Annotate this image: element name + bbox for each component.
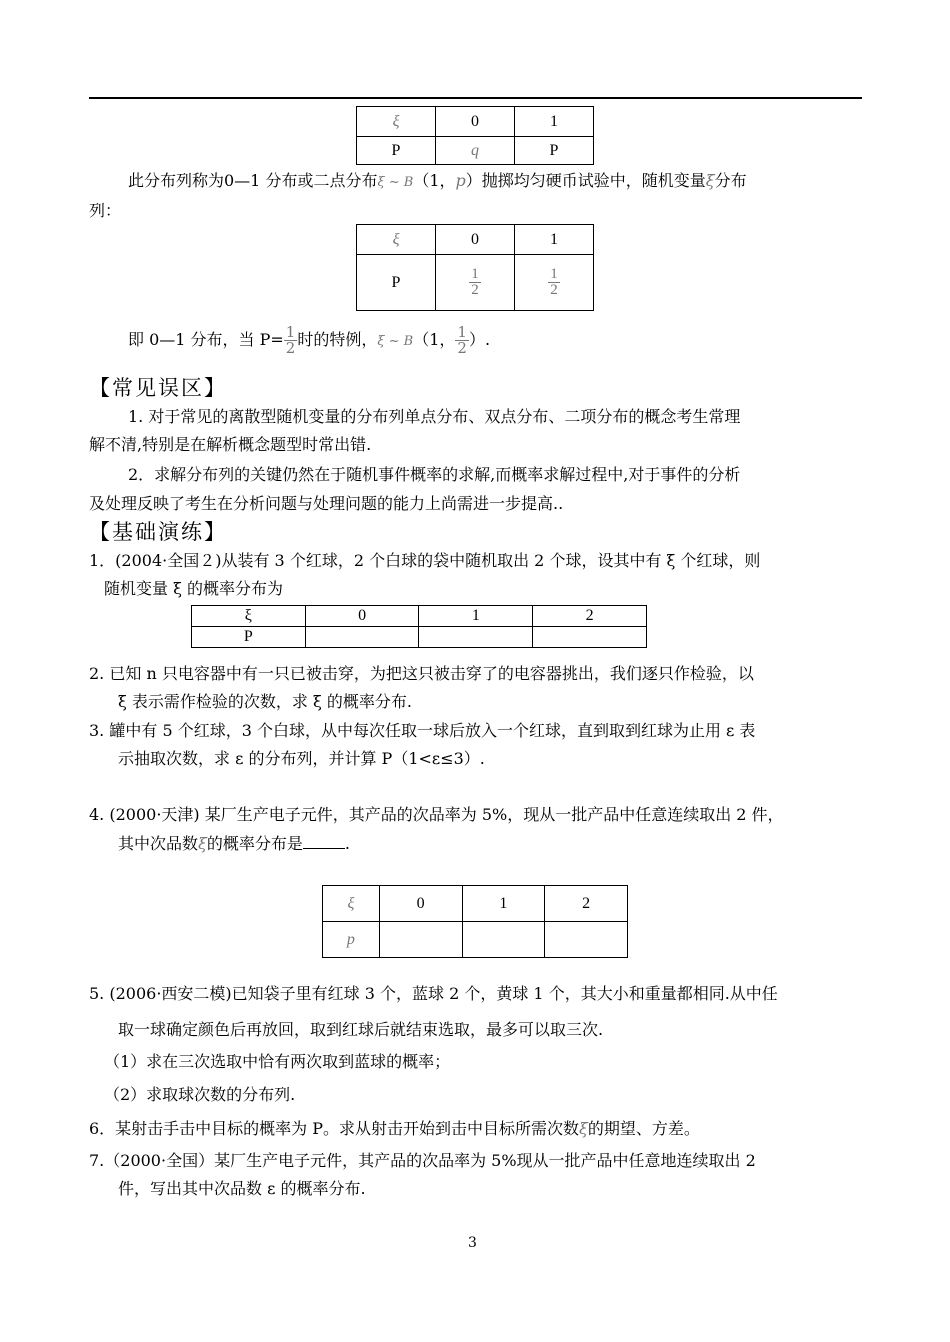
table-cell: 0: [379, 886, 462, 922]
table-cell: [379, 922, 462, 958]
paragraph-line: 及处理反映了考生在分析问题与处理问题的能力上尚需进一步提高..: [89, 494, 564, 513]
distribution-table-1: [356, 106, 594, 165]
table-cell: 1: [462, 886, 545, 922]
distribution-table-4: [322, 885, 628, 958]
question-line: 件，写出其中次品数 ε 的概率分布.: [118, 1179, 366, 1198]
table-cell: [533, 627, 647, 648]
table-cell: [515, 255, 594, 311]
fraction: $\frac{1}{2}$: [550, 266, 558, 298]
table-cell: [419, 627, 533, 648]
paragraph-line: 此分布列称为0—1 分布或二点分布ξ ~ B（1，p）抛掷均匀硬币试验中，随机变量ξ分布: [128, 171, 747, 190]
table-cell: ξ: [357, 107, 436, 137]
table-cell: [462, 922, 545, 958]
table-cell: [305, 627, 419, 648]
question-line: 1．(2004·全国２)从装有 3 个红球，2 个白球的袋中随机取出 2 个球，设其中有 ξ 个红球，则: [89, 551, 761, 570]
question-line: 3. 罐中有 5 个红球，3 个白球，从中每次任取一球后放入一个红球，直到取到红球为止用 ε 表: [89, 721, 756, 740]
table-cell: 0: [305, 606, 419, 627]
distribution-table-2: [356, 224, 594, 311]
fraction: $\frac{1}{2}$: [285, 323, 296, 357]
answer-blank: [303, 834, 345, 849]
question-line: （2）求取球次数的分布列.: [104, 1085, 296, 1104]
table-cell: ξ: [323, 886, 380, 922]
question-line: 7.（2000·全国）某厂生产电子元件，其产品的次品率为 5%现从一批产品中任意地连续取出 2: [89, 1151, 756, 1170]
question-line: 2. 已知 n 只电容器中有一只已被击穿，为把这只被击穿了的电容器挑出，我们逐只作检验，以: [89, 664, 754, 683]
question-line: 取一球确定颜色后再放回，取到红球后就结束选取，最多可以取三次.: [118, 1020, 604, 1039]
section-heading: 【常见误区】: [89, 376, 227, 400]
table-cell: 2: [545, 886, 628, 922]
question-line: 随机变量 ξ 的概率分布为: [104, 579, 283, 598]
table-cell: 1: [515, 107, 594, 137]
table-cell: P: [357, 255, 436, 311]
page-number: 3: [468, 1235, 477, 1251]
table-cell: 1: [419, 606, 533, 627]
table-cell: 1: [515, 225, 594, 255]
paragraph-line: 解不清,特别是在解析概念题型时常出错.: [89, 435, 372, 454]
paragraph-line: 2．求解分布列的关键仍然在于随机事件概率的求解,而概率求解过程中,对于事件的分析: [128, 465, 741, 484]
table-cell: ξ: [357, 225, 436, 255]
question-line: 示抽取次数，求 ε 的分布列，并计算 P（1<ε≤3）.: [118, 749, 485, 768]
header-rule: [89, 97, 862, 99]
question-line: 6．某射击手击中目标的概率为 P。求从射击开始到击中目标所需次数ξ的期望、方差。: [89, 1119, 700, 1138]
question-line: 4. (2000·天津) 某厂生产电子元件，其产品的次品率为 5%，现从一批产品中任意连续取出 2 件，: [89, 805, 784, 824]
table-cell: q: [436, 137, 515, 165]
table-cell: P: [192, 627, 306, 648]
table-cell: 0: [436, 107, 515, 137]
section-heading: 【基础演练】: [89, 520, 227, 544]
table-cell: P: [515, 137, 594, 165]
table-cell: P: [357, 137, 436, 165]
fraction: $\frac{1}{2}$: [471, 266, 479, 298]
table-cell: [436, 255, 515, 311]
question-line: 5. (2006·西安二模)已知袋子里有红球 3 个，蓝球 2 个，黄球 1 个，其大小和重量都相同.从中任: [89, 984, 778, 1003]
distribution-table-3: [191, 605, 647, 648]
table-cell: p: [323, 922, 380, 958]
question-line: （1）求在三次选取中恰有两次取到蓝球的概率；: [104, 1052, 451, 1071]
question-line: ξ 表示需作检验的次数，求 ξ 的概率分布.: [118, 692, 412, 711]
question-line: 其中次品数ξ的概率分布是 .: [118, 834, 350, 853]
table-cell: [545, 922, 628, 958]
paragraph-line: 即 0—1 分布，当 P= $\frac{1}{2}$ 时的特例，ξ ~ B（1， $\frac{1}{2}$ ）.: [128, 323, 491, 357]
paragraph-line: 列：: [89, 201, 122, 220]
table-cell: 0: [436, 225, 515, 255]
fraction: $\frac{1}{2}$: [457, 323, 467, 357]
table-cell: ξ: [192, 606, 306, 627]
table-cell: 2: [533, 606, 647, 627]
paragraph-line: 1. 对于常见的离散型随机变量的分布列单点分布、双点分布、二项分布的概念考生常理: [128, 407, 741, 426]
